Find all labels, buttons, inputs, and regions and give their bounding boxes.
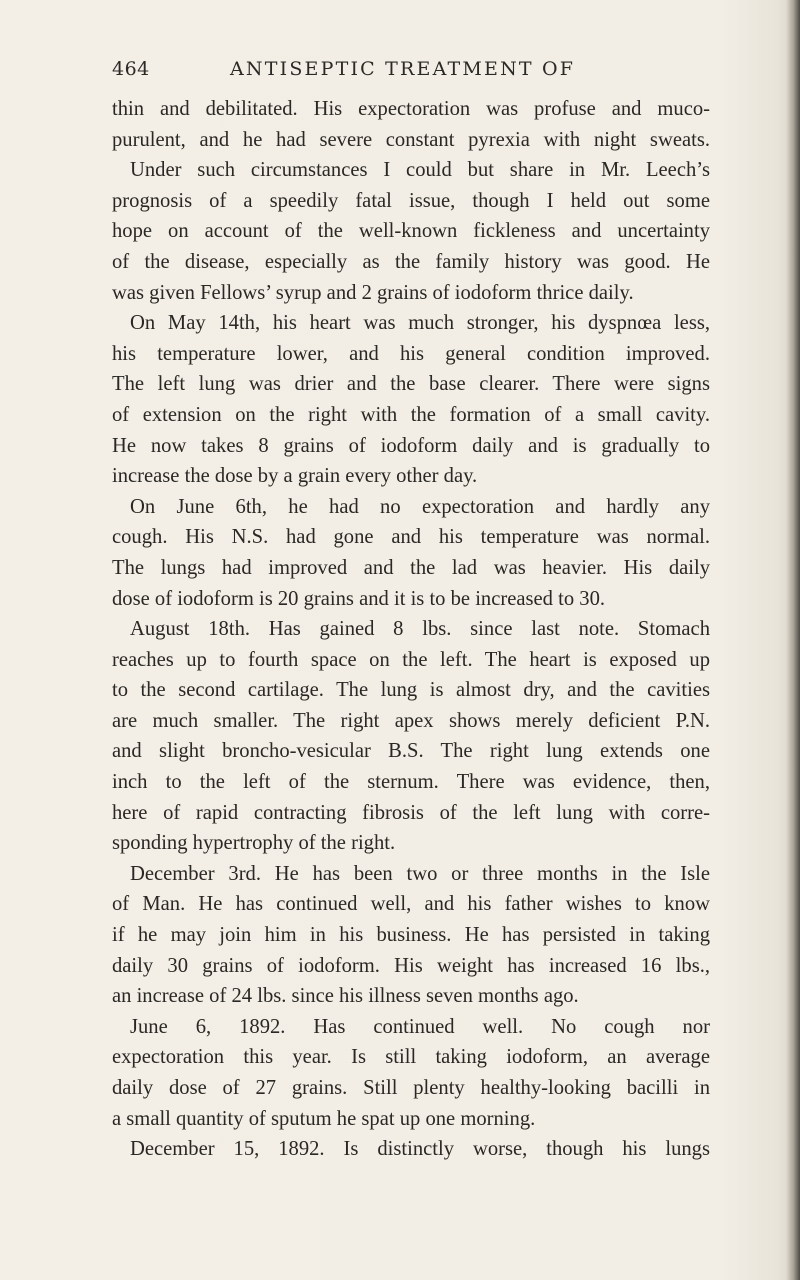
text-line: December 3rd. He has been two or three months in the Isle <box>130 862 710 885</box>
text-line: reaches up to fourth space on the left. The heart is exposed up <box>112 648 710 671</box>
text-line: daily 30 grains of iodoform. His weight has increased 16 lbs., <box>112 954 710 977</box>
text-line: are much smaller. The right apex shows merely deficient P.N. <box>112 709 710 732</box>
page-number: 464 <box>112 58 150 80</box>
page-header <box>112 58 712 92</box>
text-line: December 15, 1892. Is distinctly worse, though his lungs <box>130 1138 710 1161</box>
text-line: increase the dose by a grain every other day. <box>112 465 478 488</box>
text-line: dose of iodoform is 20 grains and it is to be increased to 30. <box>112 587 606 610</box>
text-line: prognosis of a speedily fatal issue, though I held out some <box>112 189 710 212</box>
text-line: his temperature lower, and his general condition improved. <box>112 342 710 365</box>
text-line: if he may join him in his business. He has persisted in taking <box>112 924 710 947</box>
text-line: hope on account of the well-known fickleness and uncertainty <box>112 220 710 243</box>
text-line: of the disease, especially as the family history was good. He <box>112 250 710 273</box>
text-line: an increase of 24 lbs. since his illness seven months ago. <box>112 985 579 1008</box>
text-line: a small quantity of sputum he spat up one morning. <box>112 1107 536 1130</box>
text-line: was given Fellows’ syrup and 2 grains of iodoform thrice daily. <box>112 281 634 304</box>
text-line: June 6, 1892. Has continued well. No cough nor <box>130 1015 710 1038</box>
text-line: here of rapid contracting fibrosis of the left lung with corre- <box>112 801 710 824</box>
text-line: Under such circumstances I could but share in Mr. Leech’s <box>130 159 710 182</box>
text-line: sponding hypertrophy of the right. <box>112 832 396 855</box>
body-text <box>112 94 710 1165</box>
text-line: August 18th. Has gained 8 lbs. since last note. Stomach <box>130 618 710 641</box>
page-edge-shadow <box>786 0 800 1280</box>
text-line: On June 6th, he had no expectoration and hardly any <box>130 495 710 518</box>
text-line: On May 14th, his heart was much stronger, his dyspnœa less, <box>130 312 710 335</box>
text-line: The lungs had improved and the lad was heavier. His daily <box>112 556 710 579</box>
text-line: purulent, and he had severe constant pyrexia with night sweats. <box>112 128 710 151</box>
text-line: inch to the left of the sternum. There was evidence, then, <box>112 771 710 794</box>
text-line: to the second cartilage. The lung is almost dry, and the cavities <box>112 679 710 702</box>
text-line: expectoration this year. Is still taking iodoform, an average <box>112 1046 710 1069</box>
text-line: of Man. He has continued well, and his father wishes to know <box>112 893 710 916</box>
text-line: The left lung was drier and the base clearer. There were signs <box>112 373 710 396</box>
text-line: He now takes 8 grains of iodoform daily and is gradually to <box>112 434 710 457</box>
text-line: daily dose of 27 grains. Still plenty healthy-looking bacilli in <box>112 1077 710 1099</box>
text-line: of extension on the right with the formation of a small cavity. <box>112 403 710 426</box>
text-line: and slight broncho-vesicular B.S. The right lung extends one <box>112 740 710 763</box>
text-line: cough. His N.S. had gone and his temperature was normal. <box>112 526 710 549</box>
running-head: ANTISEPTIC TREATMENT OF <box>230 58 576 80</box>
text-line: thin and debilitated. His expectoration was profuse and muco- <box>112 98 710 120</box>
